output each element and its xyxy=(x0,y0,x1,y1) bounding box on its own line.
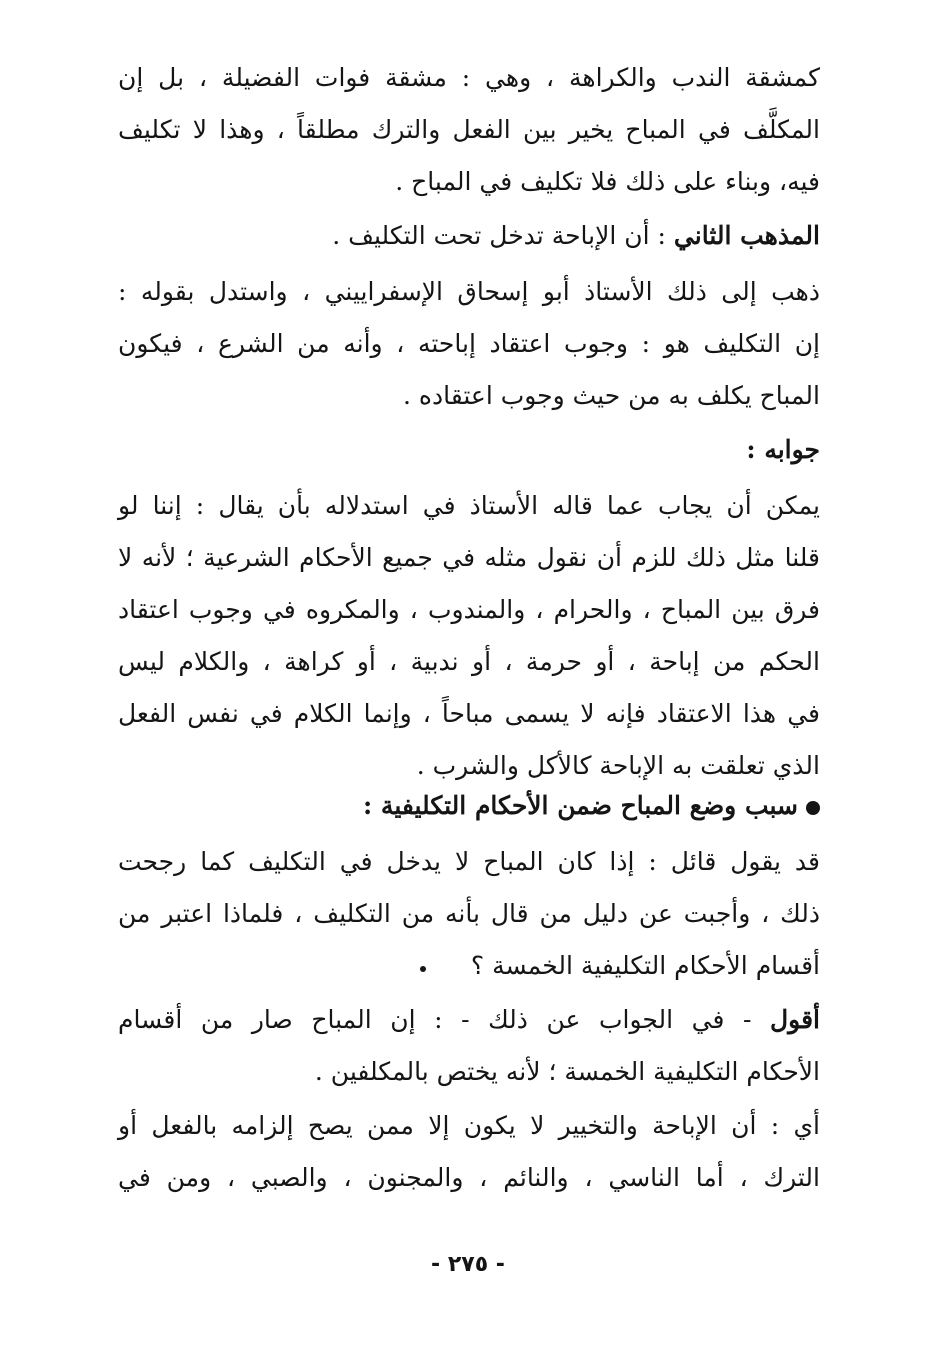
paragraph-line: ذهب إلى ذلك الأستاذ أبو إسحاق الإسفراييني ، واستدل بقوله : xyxy=(118,277,821,306)
bullet-icon xyxy=(806,801,820,815)
paragraph-line: أي : أن الإباحة والتخيير لا يكون إلا ممن يصح إلزامه بالفعل أو xyxy=(118,1111,820,1140)
heading-line xyxy=(118,210,820,262)
paragraph-line: قد يقول قائل : إذا كان المباح لا يدخل في التكليف كما رجحت xyxy=(118,847,820,876)
paragraph-line: كمشقة الندب والكراهة ، وهي : مشقة فوات الفضيلة ، بل إن xyxy=(118,63,820,92)
heading-text: سبب وضع المباح ضمن الأحكام التكليفية : xyxy=(362,791,798,820)
heading-line: جوابه : xyxy=(746,435,820,464)
paragraph-line: أقسام الأحكام التكليفية الخمسة ؟ xyxy=(470,951,820,980)
paragraph-line: الذي تعلقت به الإباحة كالأكل والشرب . xyxy=(416,751,820,780)
heading-line xyxy=(118,780,820,832)
paragraph-5 xyxy=(118,994,820,1098)
paragraph-2 xyxy=(118,266,820,422)
paragraph-line: في هذا الاعتقاد فإنه لا يسمى مباحاً ، وإنما الكلام في نفس الفعل xyxy=(118,699,820,728)
paragraph-line: فيه، وبناء على ذلك فلا تكليف في المباح . xyxy=(395,167,820,196)
page-number: - ٢٧٥ - xyxy=(431,1252,505,1277)
section-heading-answer xyxy=(118,424,820,476)
paragraph-4 xyxy=(118,836,820,992)
stray-dot-mark xyxy=(420,966,426,972)
heading-rest: : أن الإباحة تدخل تحت التكليف . xyxy=(332,221,674,250)
paragraph-6 xyxy=(118,1100,820,1204)
section-heading-second-school xyxy=(118,210,820,262)
paragraph-line: الترك ، أما الناسي ، والنائم ، والمجنون ، والصبي ، ومن في xyxy=(118,1163,820,1192)
paragraph-bold-label: أقول xyxy=(770,1005,820,1034)
paragraph-line: فرق بين المباح ، والحرام ، والمندوب ، والمكروه في وجوب اعتقاد xyxy=(118,595,820,624)
paragraph-rest: - في الجواب عن ذلك - : إن المباح صار من أقسام xyxy=(118,1005,771,1034)
section-heading-reason xyxy=(118,780,820,832)
paragraph-line xyxy=(118,994,820,1046)
paragraph-line: ذلك ، وأجبت عن دليل من قال بأنه من التكليف ، فلماذا اعتبر من xyxy=(118,899,820,928)
paragraph-line: إن التكليف هو : وجوب اعتقاد إباحته ، وأنه من الشرع ، فيكون xyxy=(118,329,820,358)
paragraph-line: الحكم من إباحة ، أو حرمة ، أو ندبية ، أو كراهة ، والكلام ليس xyxy=(118,647,820,676)
paragraph-line: الأحكام التكليفية الخمسة ؛ لأنه يختص بالمكلفين . xyxy=(314,1057,820,1086)
paragraph-1 xyxy=(118,52,820,208)
paragraph-line: قلنا مثل ذلك للزم أن نقول مثله في جميع الأحكام الشرعية ؛ لأنه لا xyxy=(118,543,820,572)
paragraph-line: يمكن أن يجاب عما قاله الأستاذ في استدلاله بأن يقال : إننا لو xyxy=(118,491,820,520)
paragraph-line: المكلَّف في المباح يخير بين الفعل والترك مطلقاً ، وهذا لا تكليف xyxy=(118,115,820,144)
heading-bold-label: المذهب الثاني xyxy=(673,221,820,250)
paragraph-3 xyxy=(118,480,820,792)
paragraph-line: المباح يكلف به من حيث وجوب اعتقاده . xyxy=(402,381,820,410)
